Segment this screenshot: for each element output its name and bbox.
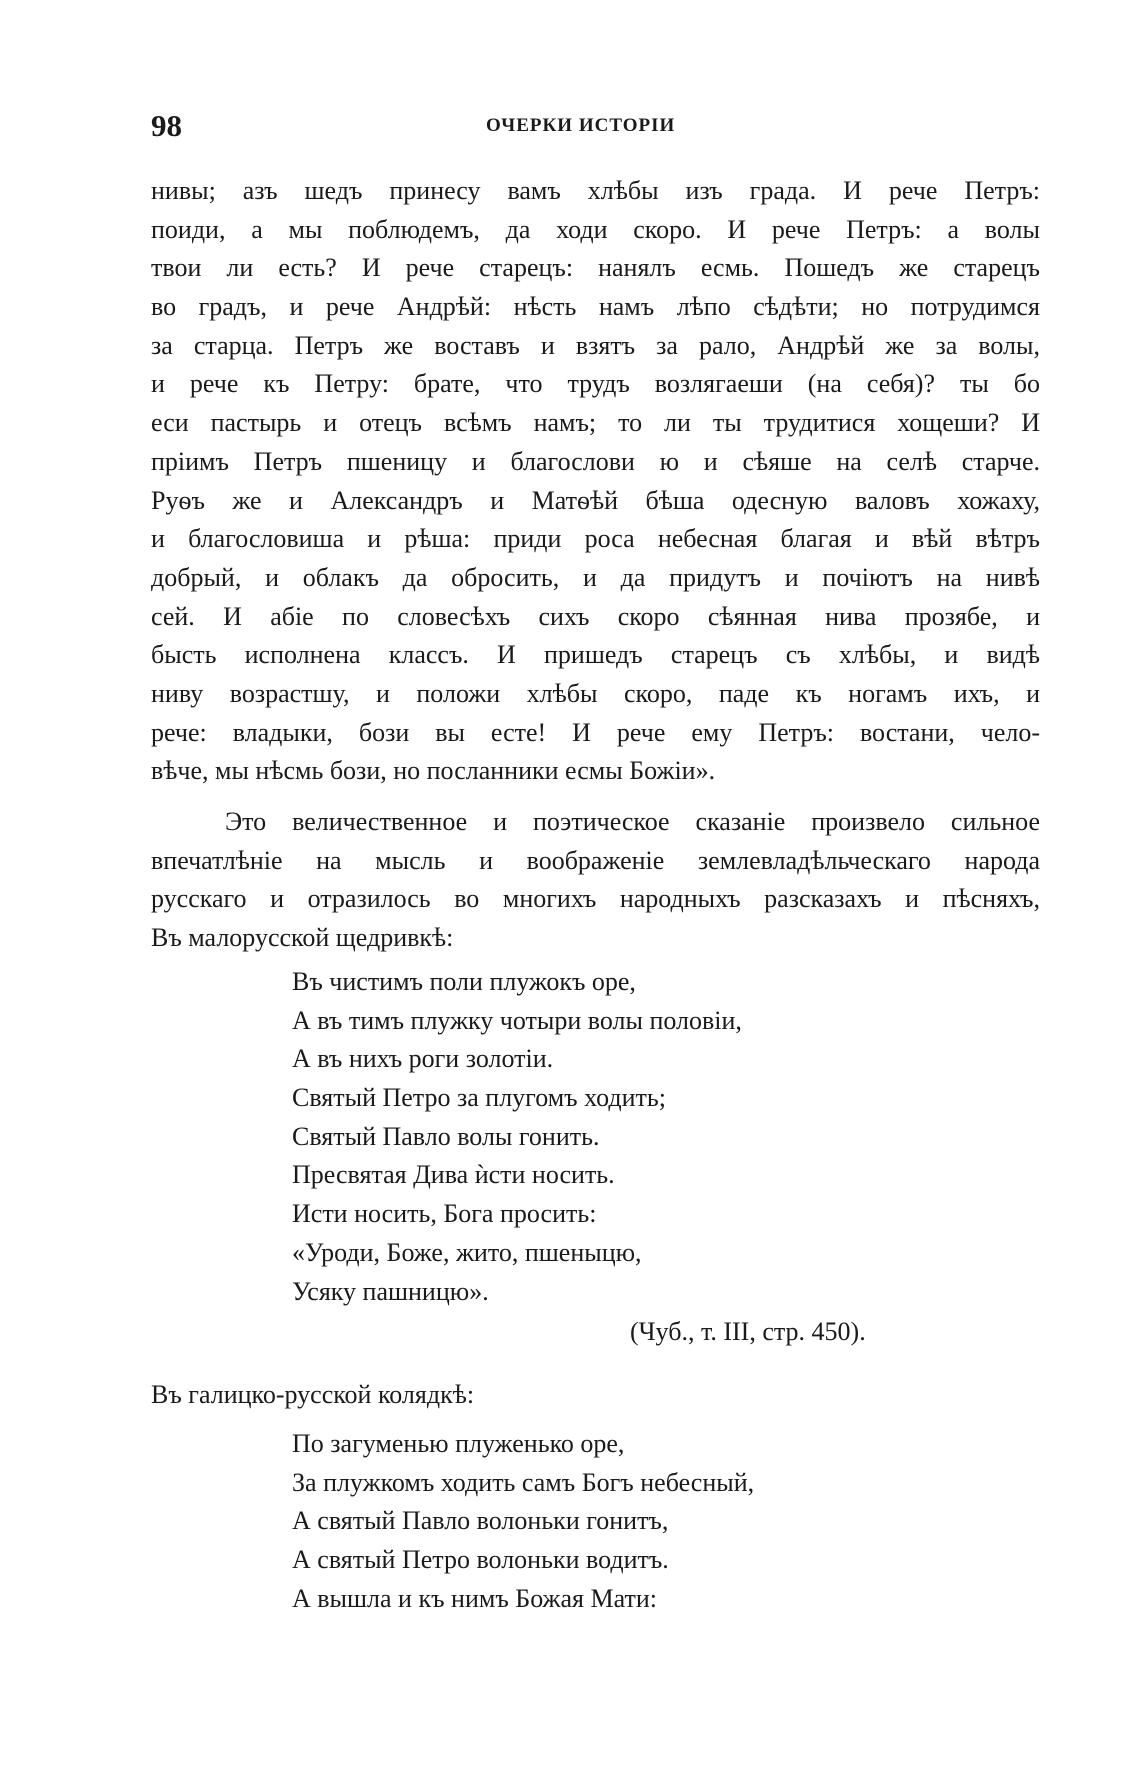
text-line: и благословиша и рѣша: приди роса небесная благая и вѣй вѣтръ: [151, 524, 1040, 554]
text-line: добрый, и облакъ да обросить, и да придутъ и почіютъ на нивѣ: [151, 562, 1040, 592]
paragraph-commentary: [151, 803, 1040, 958]
page-number: 98: [151, 108, 182, 143]
verse-line: А вышла и къ нимъ Божая Мати:: [292, 1583, 658, 1613]
verse-koliadka: [292, 1425, 754, 1618]
text-line: во градъ, и рече Андрѣй: нѣсть намъ лѣпо сѣдѣти; но потрудимся: [151, 292, 1040, 322]
verse-line: А святый Петро волоньки водитъ.: [292, 1545, 669, 1575]
verse-line: А въ нихъ роги золотіи.: [292, 1044, 554, 1074]
text-line: за старца. Петръ же воставъ и взятъ за рало, Андрѣй же за волы,: [151, 330, 1040, 360]
verse-line: Пресвятая Дива ѝсти носить.: [292, 1160, 615, 1190]
text-line: твои ли есть? И рече старецъ: нанялъ есмь. Пошедъ же старецъ: [151, 253, 1040, 283]
verse-line: Въ чистимъ поли плужокъ оре,: [292, 967, 636, 996]
text-line: нивы; азъ шедъ принесу вамъ хлѣбы изъ града. И рече Петръ:: [151, 176, 1040, 205]
source-citation: (Чуб., т. III, стр. 450).: [630, 1317, 866, 1346]
paragraph-legend: [151, 172, 1040, 791]
verse-line: Святый Павло волы гонить.: [292, 1121, 600, 1151]
text-line: поиди, а мы поблюдемъ, да ходи скоро. И рече Петръ: а волы: [151, 214, 1040, 244]
text-line: вѣче, мы нѣсмь бози, но посланники есмы Божіи».: [151, 756, 716, 786]
text-line: и рече къ Петру: брате, что трудъ возлягаеши (на себя)? ты бо: [151, 369, 1040, 399]
text-line: впечатлѣніе на мысль и воображеніе землевладѣльческаго народа: [151, 845, 1040, 875]
verse-intro: Въ галицко-русской колядкѣ:: [151, 1380, 475, 1409]
text-line: бысть исполнена классъ. И пришедъ старецъ съ хлѣбы, и видѣ: [151, 640, 1040, 670]
verse-line: А въ тимъ плужку чотыри волы половіи,: [292, 1005, 742, 1035]
text-line: русскаго и отразилось во многихъ народныхъ разсказахъ и пѣсняхъ,: [151, 884, 1040, 914]
verse-line: Святый Петро за плугомъ ходить;: [292, 1083, 666, 1113]
text-line: Въ малорусской щедривкѣ:: [151, 923, 454, 953]
verse-line: За плужкомъ ходить самъ Богъ небесный,: [292, 1467, 755, 1497]
text-line: Руѳъ же и Александръ и Матѳѣй бѣша одесную валовъ хожаху,: [151, 485, 1040, 515]
verse-line: А святый Павло волоньки гонитъ,: [292, 1506, 669, 1536]
text-line: сей. И абіе по словесѣхъ сихъ скоро сѣянная нива прозябе, и: [151, 601, 1040, 631]
running-title: ОЧЕРКИ ИСТОРІИ: [486, 115, 676, 136]
verse-line: По загуменью плуженько оре,: [292, 1429, 625, 1458]
verse-line: «Уроди, Боже, жито, пшеныцю,: [292, 1237, 642, 1267]
text-line: ниву возрастшу, и положи хлѣбы скоро, паде къ ногамъ ихъ, и: [151, 678, 1040, 708]
verse-line: Усяку пашницю».: [292, 1276, 489, 1306]
verse-shchedrivka: [292, 963, 742, 1311]
verse-line: Исти носить, Бога просить:: [292, 1199, 597, 1229]
text-line: Это величественное и поэтическое сказаніе произвело сильное: [225, 807, 1040, 836]
text-line: пріимъ Петръ пшеницу и благослови ю и сѣяше на селѣ старче.: [151, 446, 1040, 476]
text-line: еси пастырь и отецъ всѣмъ намъ; то ли ты трудитися хощеши? И: [151, 408, 1040, 438]
text-line: рече: владыки, бози вы есте! И рече ему Петръ: востани, чело-: [151, 717, 1040, 747]
